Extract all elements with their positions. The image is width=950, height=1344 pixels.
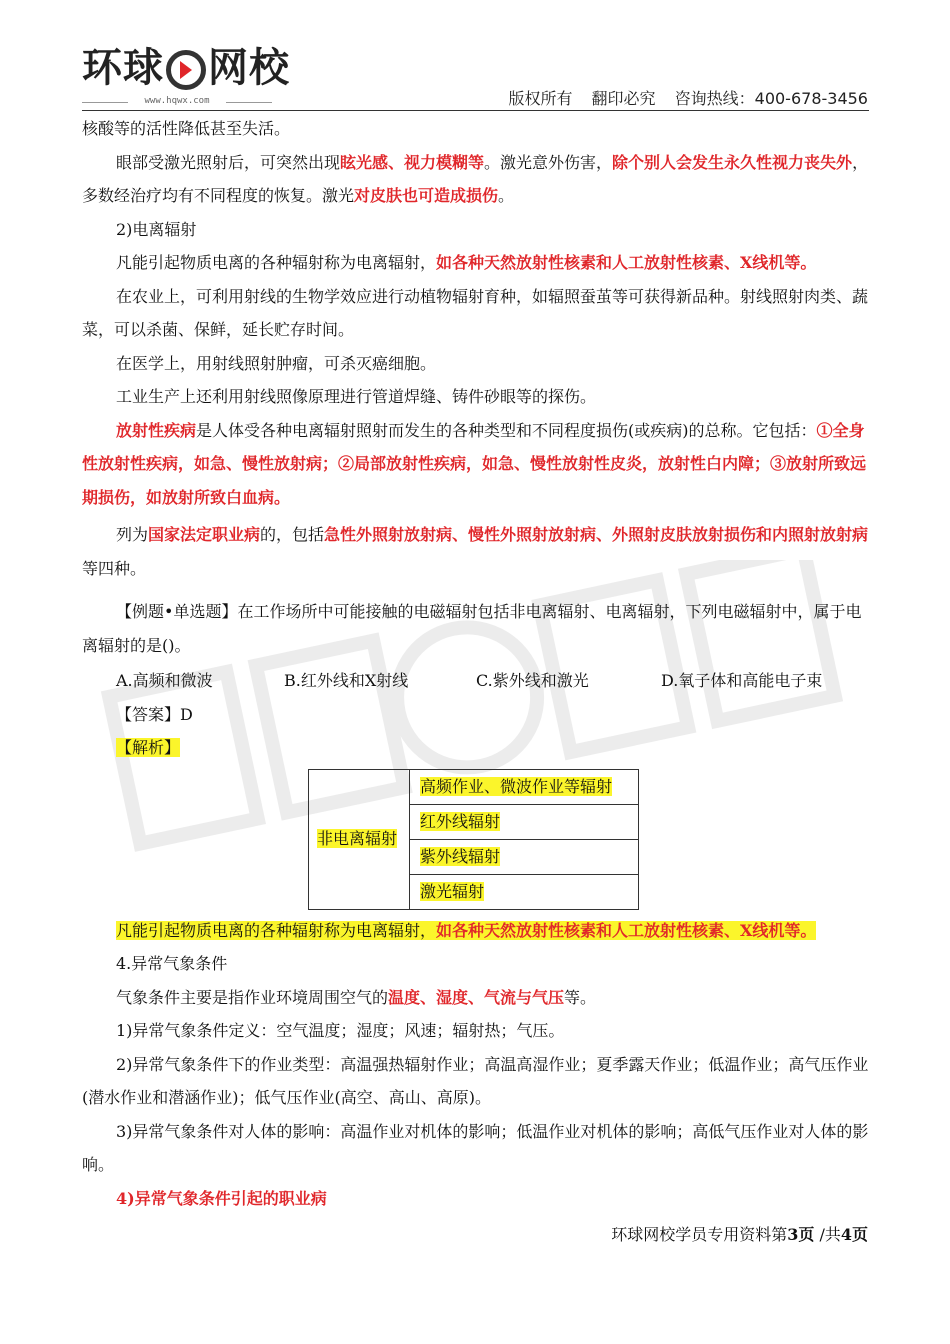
header-copyright: 版权所有 翻印必究 咨询热线：400-678-3456 — [508, 89, 868, 108]
table-cell — [410, 804, 639, 839]
header-divider — [82, 110, 869, 111]
question-options — [82, 664, 869, 698]
analysis-label-text: 【解析】 — [116, 738, 181, 757]
analysis-table — [308, 769, 639, 910]
emphasis: ①全身性放射性疾病，如急、慢性放射病；②局部放射性疾病，如急、慢性放射性皮炎，放射性白内障；③放射所致远期损伤，如放射所致白血病。 — [82, 420, 867, 507]
emphasis: 眩光感、视力模糊等 — [340, 152, 485, 172]
table-cell — [410, 874, 639, 909]
table-cell-text: 高频作业、微波作业等辐射 — [420, 776, 613, 796]
table-cell-text: 红外线辐射 — [420, 811, 501, 831]
paragraph-medicine: 在医学上，用射线照射肿瘤，可杀灭癌细胞。 — [116, 353, 437, 373]
emphasis: 对皮肤也可造成损伤 — [354, 186, 499, 205]
option-b: B.红外线和X射线 — [284, 671, 409, 690]
logo-play-icon — [166, 50, 206, 90]
emphasis: 除个别人会发生永久性视力丧失外 — [612, 152, 853, 172]
option-d: D.氧子体和高能电子束 — [661, 671, 823, 690]
text: 凡能引起物质电离的各种辐射称为电离辐射， — [116, 253, 437, 272]
question-stem: 【例题•单选题】在工作场所中可能接触的电磁辐射包括非电离辐射、电离辐射，下列电磁辐射中，属于电离辐射的是()。 — [82, 602, 862, 655]
paragraph-ionizing-summary — [82, 914, 869, 948]
table-cell — [410, 839, 639, 874]
page-footer — [611, 1222, 868, 1245]
section-4-item-4: 4)异常气象条件引起的职业病 — [116, 1188, 327, 1208]
text: 眼部受激光照射后，可突然出现 — [116, 152, 341, 172]
section-4-title: 4.异常气象条件 — [116, 954, 228, 973]
text: 等四种。 — [82, 558, 147, 578]
paragraph-agriculture: 在农业上，可利用射线的生物学效应进行动植物辐射育种，如辐照蚕茧等可获得新品种。射线照射肉类、蔬菜，可以杀菌、保鲜，延长贮存时间。 — [82, 286, 869, 339]
paragraph-ionizing-def — [82, 246, 869, 280]
text: 气象条件主要是指作业环境周围空气的 — [116, 987, 389, 1007]
logo-text-a: 环球 — [82, 45, 164, 91]
emphasis: 温度、湿度、气流与气压 — [388, 987, 565, 1007]
table-cell-text: 紫外线辐射 — [420, 846, 501, 866]
text: 。激光意外伤害， — [484, 152, 613, 172]
emphasis: 急性外照射放射病、慢性外照射放射病、外照射皮肤放射损伤和内照射放射病 — [324, 525, 869, 544]
text: 等。 — [564, 987, 597, 1007]
option-c: C.紫外线和激光 — [476, 671, 589, 690]
emphasis: 如各种天然放射性核素和人工放射性核素、X线机等。 — [436, 253, 817, 272]
text: 的，包括 — [260, 525, 325, 544]
analysis-label — [82, 731, 869, 765]
table-cell-text: 激光辐射 — [420, 881, 485, 901]
logo-url: www.hqwx.com — [82, 96, 272, 106]
paragraph-radiation-disease — [82, 414, 869, 515]
footer-page: 3页 — [787, 1225, 815, 1244]
logo — [82, 36, 290, 93]
subheading-ionizing: 2)电离辐射 — [116, 219, 197, 239]
emphasis: 国家法定职业病 — [148, 525, 261, 544]
highlighted-text: 凡能引起物质电离的各种辐射称为电离辐射， — [116, 920, 437, 940]
option-a: A.高频和微波 — [116, 671, 213, 690]
answer: 【答案】D — [116, 704, 193, 724]
paragraph-laser-eye — [82, 146, 869, 213]
table-cell — [410, 769, 639, 804]
text: 列为 — [116, 525, 149, 544]
text: 。 — [498, 186, 515, 205]
highlighted-emphasis: 如各种天然放射性核素和人工放射性核素、X线机等。 — [436, 920, 817, 940]
paragraph-industry: 工业生产上还利用射线照像原理进行管道焊缝、铸件砂眼等的探伤。 — [116, 387, 597, 406]
text: 是人体受各种电离辐射照射而发生的各种类型和不同程度损伤(或疾病)的总称。它包括： — [196, 420, 817, 440]
footer-total: 4页 — [840, 1225, 868, 1244]
table-row — [309, 769, 639, 804]
text: ，多数经治疗均有不同程度的恢复。激光 — [82, 152, 869, 205]
table-category: 非电离辐射 — [317, 829, 398, 848]
document-body — [82, 112, 869, 1215]
page-header — [0, 0, 950, 120]
section-4-item-3: 3)异常气象条件对人体的影响：高温作业对机体的影响；低温作业对机体的影响；高低气压作业对人体的影响。 — [82, 1121, 869, 1174]
paragraph-legal-disease — [82, 518, 869, 585]
table-category-cell — [309, 769, 410, 909]
footer-prefix: 环球网校学员专用资料第 — [611, 1225, 788, 1244]
footer-sep: /共 — [814, 1225, 841, 1244]
logo-text-b: 网校 — [208, 45, 290, 91]
emphasis: 放射性疾病 — [116, 420, 197, 440]
section-4-item-2: 2)异常气象条件下的作业类型：高温强热辐射作业；高温高湿作业；夏季露天作业；低温作业；高气压作业(潜水作业和潜涵作业)；低气压作业(高空、高山、高原)。 — [82, 1054, 869, 1107]
section-4-intro — [82, 981, 869, 1015]
section-4-item-1: 1)异常气象条件定义：空气温度；湿度；风速；辐射热；气压。 — [116, 1021, 565, 1040]
paragraph-0: 核酸等的活性降低甚至失活。 — [82, 119, 291, 138]
